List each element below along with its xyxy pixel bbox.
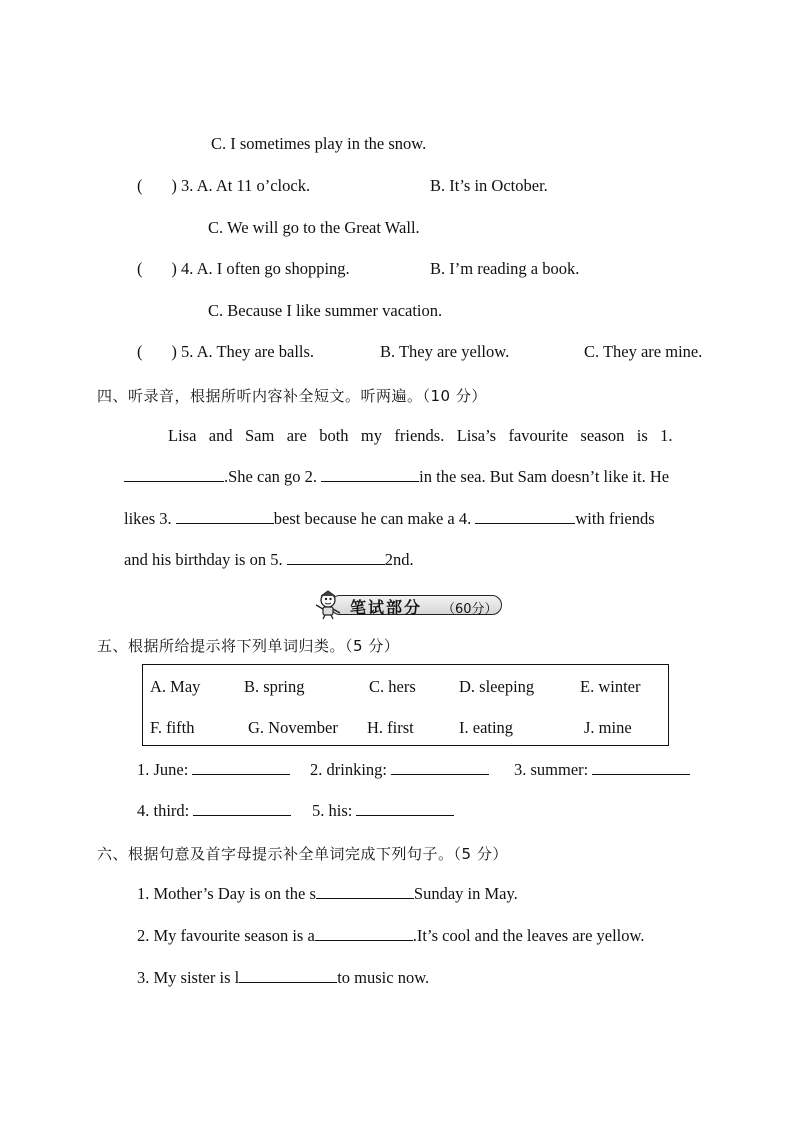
sentence-2 (137, 926, 644, 946)
word-bank-box (142, 664, 669, 746)
text: and his birthday is on 5. (124, 550, 287, 569)
section4-heading: 四、听录音，根据所听内容补全短文。听两遍。（10 分） (97, 387, 487, 405)
q5-option-b: B. They are yellow. (380, 342, 510, 361)
written-part-banner (312, 592, 504, 618)
section6-heading: 六、根据句意及首字母提示补全单词完成下列句子。（5 分） (97, 845, 508, 863)
word-item: A. May (150, 677, 201, 696)
q2-option-c: C. I sometimes play in the snow. (211, 134, 427, 153)
sentence-3 (137, 968, 429, 988)
word-item: J. mine (584, 718, 632, 737)
prompt: 5. his: (312, 801, 357, 820)
classify-row-3 (514, 760, 690, 780)
blank-5[interactable] (287, 550, 385, 565)
answer-blank[interactable] (356, 801, 454, 816)
answer-bracket[interactable]: ( ) (137, 176, 177, 195)
classify-row-1 (137, 760, 290, 780)
question-number: 5. (181, 342, 194, 361)
banner-title: 笔试部分 (350, 598, 423, 617)
question-number: 4. (181, 259, 194, 278)
text: to music now. (337, 968, 430, 987)
text: likes 3. (124, 509, 176, 528)
passage-line-1: Lisa and Sam are both my friends. Lisa’s favourite season is 1. (168, 426, 673, 445)
answer-blank[interactable] (592, 760, 690, 775)
question-number: 3. (181, 176, 194, 195)
question-3 (137, 176, 310, 196)
question-4 (137, 259, 350, 279)
word-item: I. eating (459, 718, 514, 737)
answer-bracket[interactable]: ( ) (137, 259, 177, 278)
answer-blank[interactable] (192, 760, 290, 775)
passage-line-2 (124, 467, 669, 487)
text: with friends (575, 509, 655, 528)
text: 1. Mother’s Day is on the s (137, 884, 316, 903)
passage-line-4 (124, 550, 414, 570)
text: best because he can make a 4. (273, 509, 476, 528)
q3-option-c: C. We will go to the Great Wall. (208, 218, 420, 237)
q4-option-c: C. Because I like summer vacation. (208, 301, 443, 320)
classify-row-2 (310, 760, 489, 780)
word-item: G. November (248, 718, 338, 737)
word-item: F. fifth (150, 718, 195, 737)
option-a: A. I often go shopping. (196, 259, 350, 278)
prompt: 4. third: (137, 801, 194, 820)
answer-blank[interactable] (391, 760, 489, 775)
word-item: C. hers (369, 677, 416, 696)
text: .It’s cool and the leaves are yellow. (412, 926, 645, 945)
text: Sunday in May. (413, 884, 518, 903)
word-item: H. first (367, 718, 414, 737)
answer-bracket[interactable]: ( ) (137, 342, 177, 361)
option-a: A. At 11 o’clock. (196, 176, 311, 195)
question-5 (137, 342, 314, 362)
option-a: A. They are balls. (196, 342, 315, 361)
q5-option-c: C. They are mine. (584, 342, 703, 361)
answer-blank[interactable] (316, 884, 414, 899)
q3-option-b: B. It’s in October. (430, 176, 548, 195)
text: in the sea. But Sam doesn’t like it. He (419, 467, 670, 486)
prompt: 3. summer: (514, 760, 593, 779)
classify-row-4 (137, 801, 291, 821)
pencil-mascot-icon (312, 590, 344, 620)
q4-option-b: B. I’m reading a book. (430, 259, 580, 278)
blank-2[interactable] (321, 467, 419, 482)
answer-blank[interactable] (193, 801, 291, 816)
blank-4[interactable] (475, 509, 575, 524)
text: 2nd. (384, 550, 414, 569)
answer-blank[interactable] (315, 926, 413, 941)
text: 3. My sister is l (137, 968, 240, 987)
sentence-1 (137, 884, 518, 904)
banner-score: （60分） (442, 602, 498, 617)
blank-3[interactable] (176, 509, 274, 524)
word-item: B. spring (244, 677, 305, 696)
answer-blank[interactable] (239, 968, 337, 983)
classify-row-5 (312, 801, 454, 821)
word-item: E. winter (580, 677, 641, 696)
word-item: D. sleeping (459, 677, 535, 696)
passage-line-3 (124, 509, 655, 529)
text: .She can go 2. (224, 467, 322, 486)
text: 2. My favourite season is a (137, 926, 315, 945)
blank-1[interactable] (124, 467, 224, 482)
prompt: 1. June: (137, 760, 193, 779)
section5-heading: 五、根据所给提示将下列单词归类。（5 分） (97, 637, 400, 655)
prompt: 2. drinking: (310, 760, 392, 779)
